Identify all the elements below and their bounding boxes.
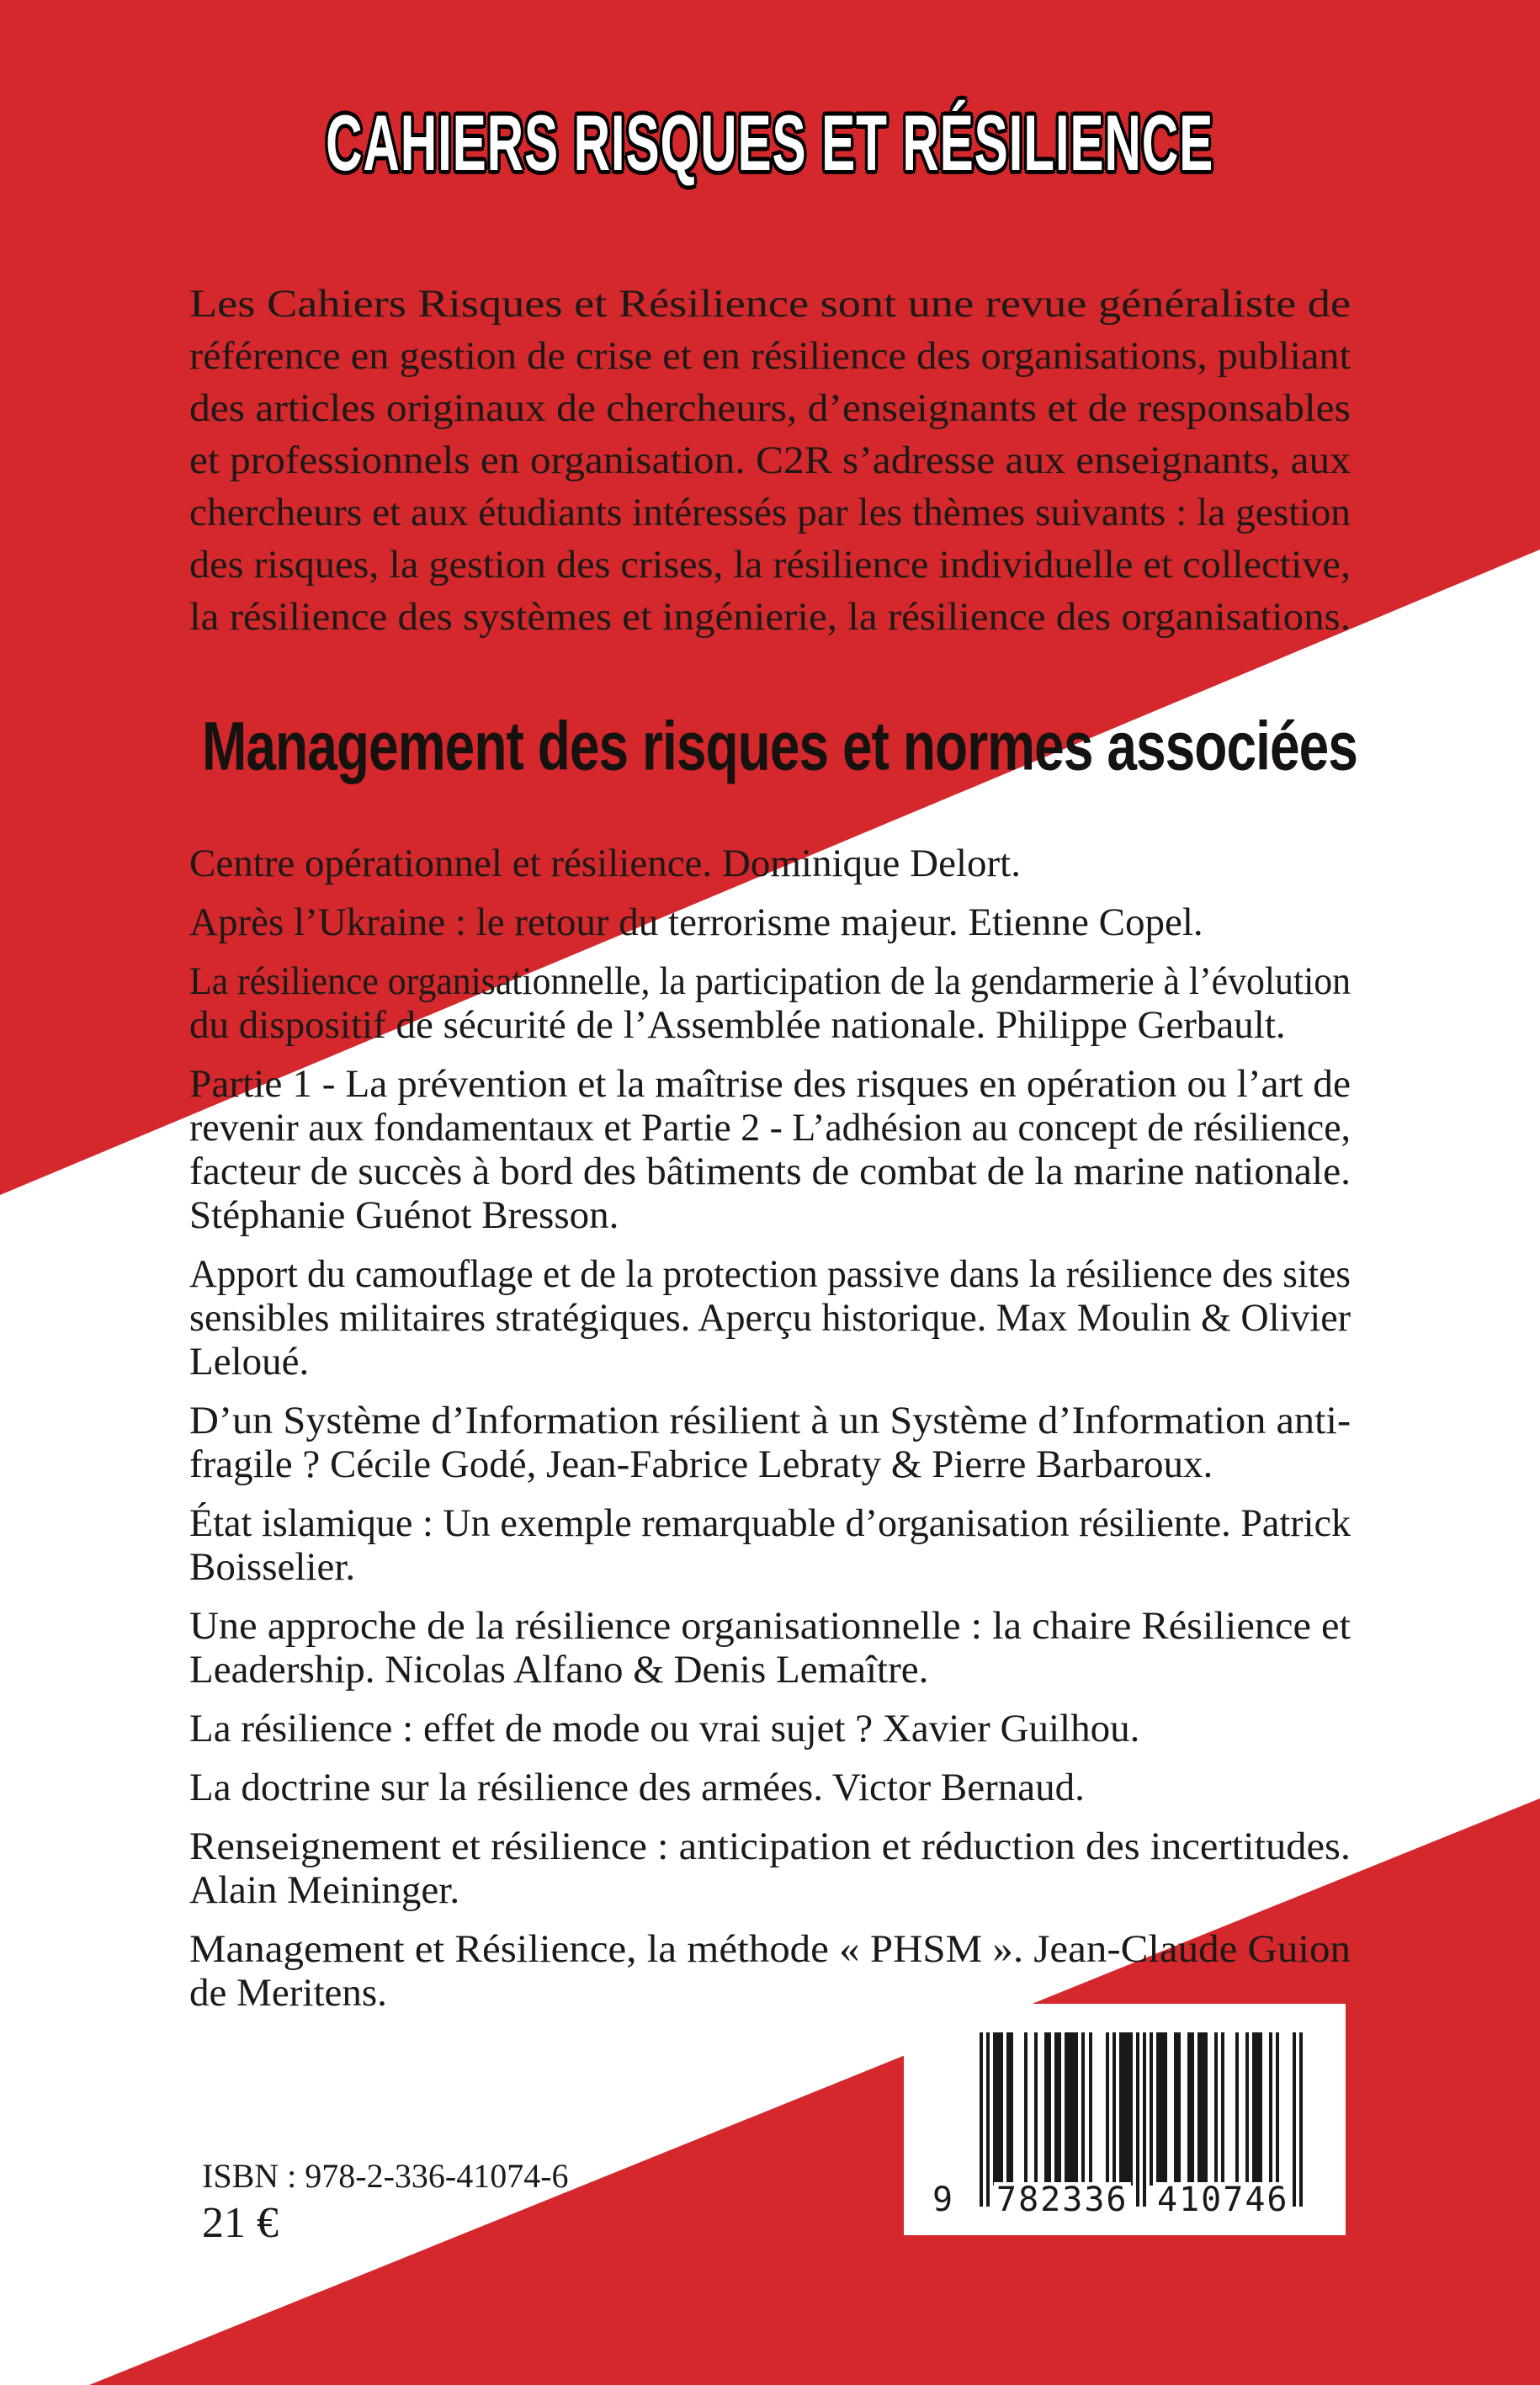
article-line-13: fragile ? Cécile Godé, Jean-Fabrice Lebraty & Pierre Barbaroux. xyxy=(189,1442,1213,1486)
article-line-15: Boisselier. xyxy=(189,1545,356,1589)
article-line-17: Leadership. Nicolas Alfano & Denis Lemaître. xyxy=(189,1648,929,1692)
intro-line-5: chercheurs et aux étudiants intéressés par les thèmes suivants : la gestion xyxy=(189,491,1351,534)
article-line-21: Alain Meininger. xyxy=(189,1868,460,1912)
article-line-16: Une approche de la résilience organisationnelle : la chaire Résilience et xyxy=(189,1604,1351,1648)
intro-paragraph xyxy=(189,278,1351,643)
intro-line-3: des articles originaux de chercheurs, d’enseignants et de responsables xyxy=(189,386,1351,430)
intro-line-4: et professionnels en organisation. C2R s’adresse aux enseignants, aux xyxy=(189,438,1351,482)
article-line-22: Management et Résilience, la méthode « PHSM ». Jean-Claude Guion xyxy=(189,1927,1351,1971)
article-line-20: Renseignement et résilience : anticipation et réduction des incertitudes. xyxy=(189,1825,1351,1868)
section-heading-text: Management des risques et normes associées xyxy=(202,708,1357,785)
intro-line-2: référence en gestion de crise et en résilience des organisations, publiant xyxy=(189,334,1351,378)
article-line-14: État islamique : Un exemple remarquable d’organisation résiliente. Patrick xyxy=(189,1501,1351,1545)
article-line-7: facteur de succès à bord des bâtiments de combat de la marine nationale. xyxy=(189,1150,1351,1193)
article-line-4: du dispositif de sécurité de l’Assemblée nationale. Philippe Gerbault. xyxy=(189,1003,1286,1047)
price-text: 21 € xyxy=(202,2199,279,2247)
article-line-1: Centre opérationnel et résilience. Dominique Delort. xyxy=(189,842,1021,885)
article-line-6: revenir aux fondamentaux et Partie 2 - L’adhésion au concept de résilience, xyxy=(189,1106,1351,1150)
article-line-9: Apport du camouflage et de la protection passive dans la résilience des sites xyxy=(189,1252,1351,1296)
article-line-3: La résilience organisationnelle, la participation de la gendarmerie à l’évolution xyxy=(189,959,1351,1003)
article-line-10: sensibles militaires stratégiques. Aperçu historique. Max Moulin & Olivier xyxy=(189,1296,1351,1340)
barcode-digit-left: 9 xyxy=(932,2180,955,2219)
barcode-digits-group2: 410746 xyxy=(1155,2182,1292,2218)
article-line-19: La doctrine sur la résilience des armées. Victor Bernaud. xyxy=(189,1766,1085,1809)
article-line-2: Après l’Ukraine : le retour du terrorisme majeur. Etienne Copel. xyxy=(189,900,1203,944)
article-line-5: Partie 1 - La prévention et la maîtrise des risques en opération ou l’art de xyxy=(189,1062,1351,1106)
journal-title xyxy=(0,99,1540,188)
barcode xyxy=(904,2004,1346,2235)
article-line-18: La résilience : effet de mode ou vrai sujet ? Xavier Guilhou. xyxy=(189,1707,1140,1750)
article-line-12: D’un Système d’Information résilient à un Système d’Information anti- xyxy=(189,1399,1351,1442)
intro-line-1: Les Cahiers Risques et Résilience sont une revue généraliste de xyxy=(189,282,1351,326)
section-heading xyxy=(202,708,1429,785)
article-line-23: de Meritens. xyxy=(189,1971,387,2015)
intro-line-6: des risques, la gestion des crises, la résilience individuelle et collective, xyxy=(189,543,1351,587)
barcode-digits-group1: 782336 xyxy=(994,2182,1131,2218)
article-line-8: Stéphanie Guénot Bresson. xyxy=(189,1193,619,1237)
article-list xyxy=(189,842,1351,2015)
article-line-11: Leloué. xyxy=(189,1340,310,1384)
intro-line-7: la résilience des systèmes et ingénierie, la résilience des organisations. xyxy=(189,595,1351,639)
journal-title-text: CAHIERS RISQUES ET RÉSILIENCE xyxy=(326,99,1214,188)
isbn-text: ISBN : 978-2-336-41074-6 xyxy=(202,2157,569,2195)
